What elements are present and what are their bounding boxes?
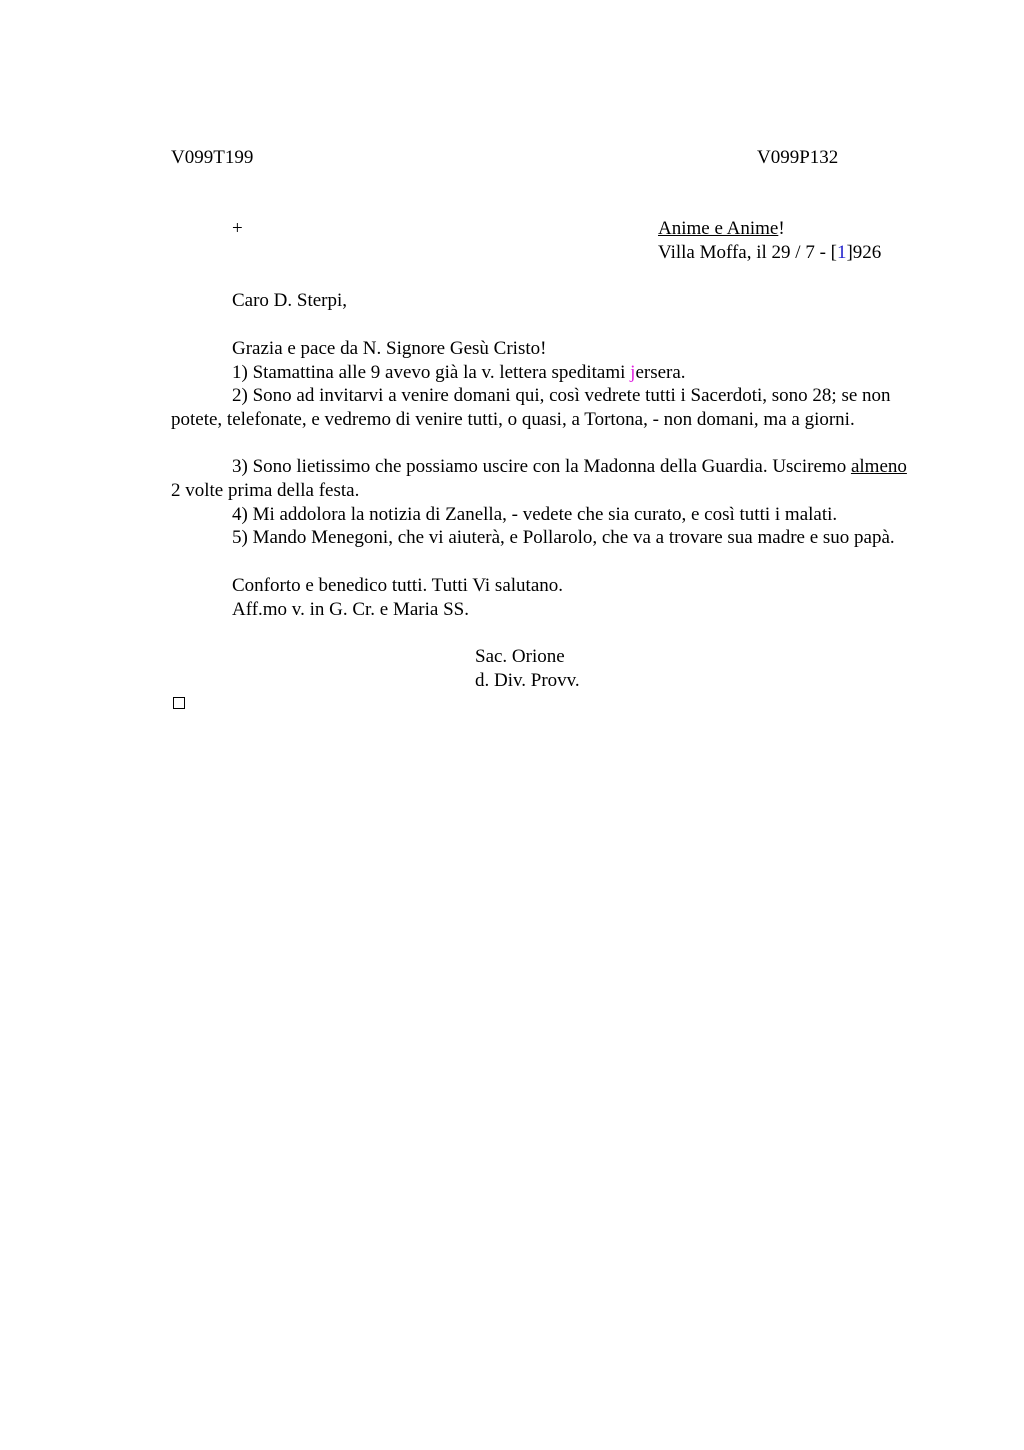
place-date-prefix: Villa Moffa, il 29 / 7 - [ bbox=[658, 242, 837, 263]
motto-end: ! bbox=[778, 218, 785, 239]
end-square-icon bbox=[173, 697, 185, 709]
motto-underlined: Anime e Anime bbox=[658, 218, 779, 239]
place-date-suffix: ]926 bbox=[846, 242, 882, 263]
paragraph-3 bbox=[171, 455, 916, 502]
closing-line-1: Conforto e benedico tutti. Tutti Vi salutano. bbox=[232, 575, 563, 596]
signature-title: d. Div. Provv. bbox=[475, 670, 580, 691]
paragraph-2: 2) Sono ad invitarvi a venire domani qui, così vedrete tutti i Sacerdoti, sono 28; se non potete, telefonate, e vedremo di venire tutti, o quasi, a Tortona, - non domani, ma a giorni. bbox=[171, 385, 891, 430]
paragraph-3-underlined: almeno bbox=[850, 456, 907, 477]
editorial-insertion: j bbox=[630, 362, 636, 383]
signature-name: Sac. Orione bbox=[475, 646, 565, 667]
greeting: Grazia e pace da N. Signore Gesù Cristo! bbox=[232, 338, 547, 359]
paragraph-5: 5) Mando Menegoni, che vi aiuterà, e Pollarolo, che va a trovare sua madre e suo papà. bbox=[232, 527, 895, 548]
paragraph-3-after: 2 volte prima della festa. bbox=[171, 479, 360, 501]
left-reference-code: V099T199 bbox=[171, 147, 254, 168]
closing-line-2: Aff.mo v. in G. Cr. e Maria SS. bbox=[232, 599, 469, 620]
paragraph-3-before: 3) Sono lietissimo che possiamo uscire con la Madonna della Guardia. Usciremo bbox=[232, 456, 851, 477]
date-editorial-digit: 1 bbox=[836, 242, 847, 263]
paragraph-1-before: 1) Stamattina alle 9 avevo già la v. lettera speditami bbox=[232, 362, 631, 383]
paragraph-4: 4) Mi addolora la notizia di Zanella, - vedete che sia curato, e così tutti i malati. bbox=[232, 504, 838, 525]
paragraph-1 bbox=[232, 361, 686, 385]
paragraph-1-after: ersera. bbox=[635, 362, 686, 383]
place-date-line bbox=[658, 241, 881, 265]
motto-line bbox=[658, 217, 785, 241]
salutation: Caro D. Sterpi, bbox=[232, 290, 348, 311]
right-reference-code: V099P132 bbox=[757, 147, 839, 168]
cross-mark: + bbox=[232, 218, 243, 239]
